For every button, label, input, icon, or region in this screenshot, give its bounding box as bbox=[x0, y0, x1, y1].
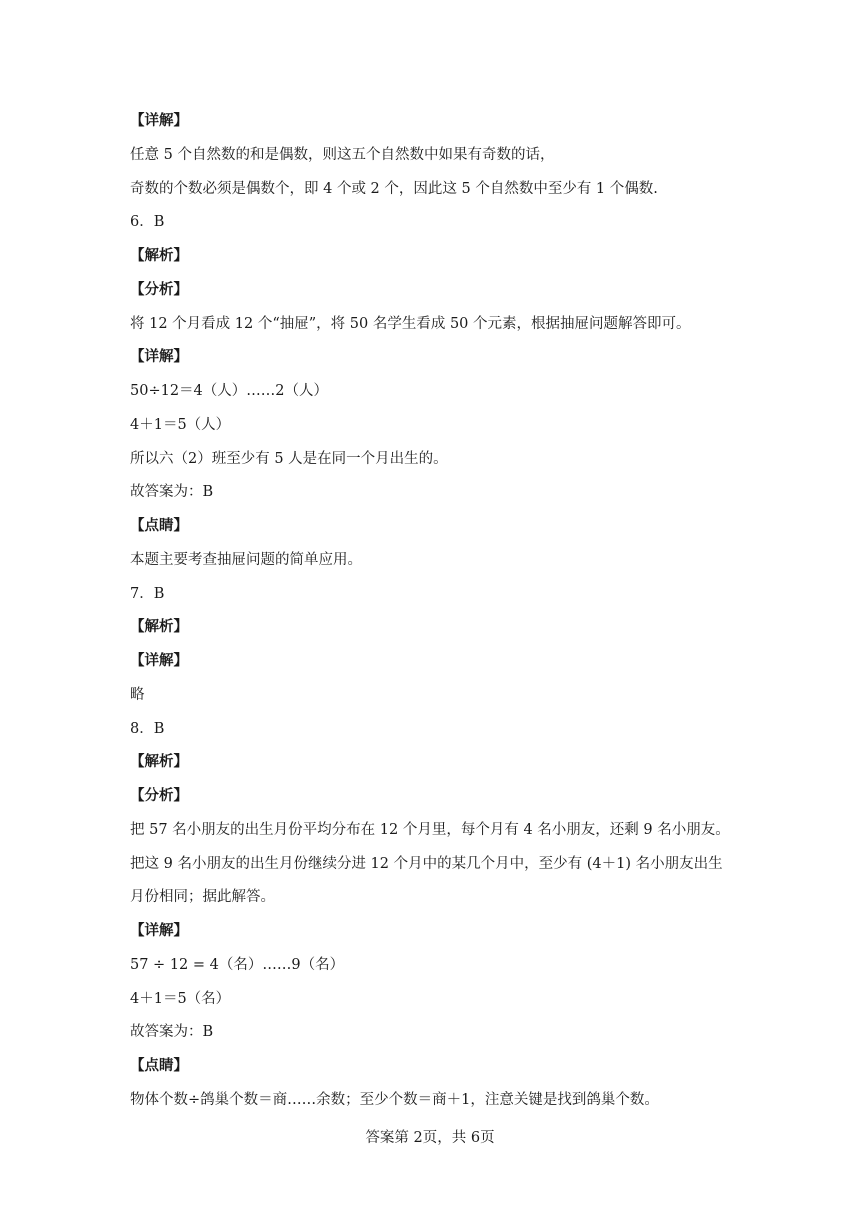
answer-label: 8．B bbox=[130, 721, 165, 737]
section-heading: 【详解】 bbox=[130, 348, 188, 365]
text-line: 把 57 名小朋友的出生月份平均分布在 12 个月里，每个月有 4 名小朋友，还剩 9 名小朋友。 bbox=[130, 822, 730, 838]
page-footer: 答案第 2页，共 6页 bbox=[365, 1130, 495, 1146]
section-heading: 【解析】 bbox=[130, 753, 188, 770]
section-heading: 【分析】 bbox=[130, 787, 188, 804]
section-heading: 【点睛】 bbox=[130, 1057, 188, 1074]
text-line: 50÷12＝4（人）……2（人） bbox=[130, 383, 329, 399]
section-heading: 【解析】 bbox=[130, 618, 188, 635]
section-heading: 【详解】 bbox=[130, 652, 188, 669]
text-line: 4＋1＝5（人） bbox=[130, 417, 231, 433]
text-line: 月份相同；据此解答。 bbox=[130, 889, 275, 905]
text-line: 将 12 个月看成 12 个“抽屉”，将 50 名学生看成 50 个元素，根据抽屉问题解答即可。 bbox=[130, 316, 691, 332]
text-line: 物体个数÷鸽巢个数＝商……余数；至少个数＝商＋1，注意关键是找到鸽巢个数。 bbox=[130, 1092, 659, 1108]
text-line: 略 bbox=[130, 687, 145, 703]
section-heading: 【分析】 bbox=[130, 281, 188, 298]
answer-label: 6．B bbox=[130, 214, 165, 230]
text-line: 4＋1＝5（名） bbox=[130, 991, 231, 1007]
text-line: 任意 5 个自然数的和是偶数，则这五个自然数中如果有奇数的话， bbox=[130, 147, 555, 163]
text-line: 故答案为：B bbox=[130, 1024, 214, 1040]
text-line: 57 ÷ 12 = 4（名）……9（名） bbox=[130, 957, 345, 973]
section-heading: 【详解】 bbox=[130, 922, 188, 939]
text-line: 故答案为：B bbox=[130, 484, 214, 500]
text-line: 奇数的个数必须是偶数个，即 4 个或 2 个，因此这 5 个自然数中至少有 1 个偶数. bbox=[130, 181, 658, 197]
section-heading: 【详解】 bbox=[130, 112, 188, 129]
section-heading: 【解析】 bbox=[130, 247, 188, 264]
answer-label: 7．B bbox=[130, 586, 165, 602]
text-line: 本题主要考查抽屉问题的简单应用。 bbox=[130, 552, 362, 568]
text-line: 把这 9 名小朋友的出生月份继续分进 12 个月中的某几个月中，至少有 (4＋1) 名小朋友出生 bbox=[130, 856, 723, 872]
text-line: 所以六（2）班至少有 5 人是在同一个月出生的。 bbox=[130, 451, 448, 467]
section-heading: 【点睛】 bbox=[130, 517, 188, 534]
